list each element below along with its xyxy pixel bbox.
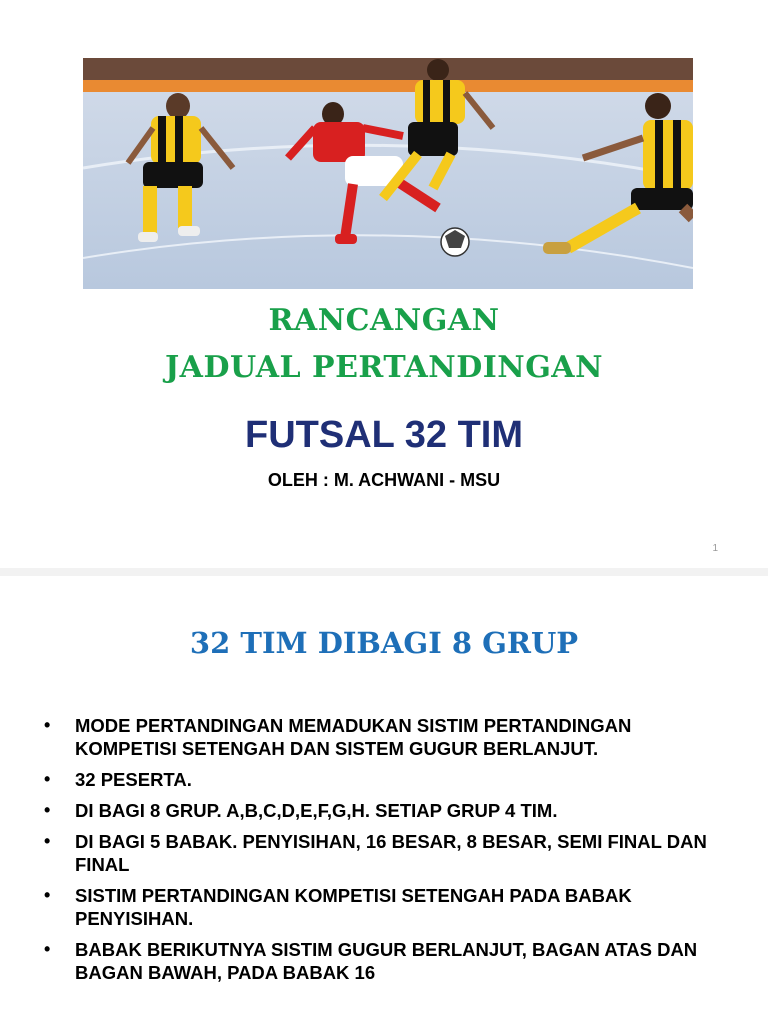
bullet-icon: • [44,800,51,820]
list-item [44,799,734,822]
bullet-icon: • [44,885,51,905]
page-number: 1 [712,543,718,554]
title-line-1: RANCANGAN [268,303,500,338]
bullet-text: BABAK BERIKUTNYA SISTIM GUGUR BERLANJUT, BAGAN ATAS DAN BAGAN BAWAH, PADA BABAK 16 [75,939,698,983]
author-line: OLEH : M. ACHWANI - MSU [267,470,501,490]
bullet-icon: • [44,939,51,959]
bullet-text: DI BAGI 5 BABAK. PENYISIHAN, 16 BESAR, 8 BESAR, SEMI FINAL DAN FINAL [75,831,707,875]
bullet-text: MODE PERTANDINGAN MEMADUKAN SISTIM PERTANDINGAN KOMPETISI SETENGAH DAN SISTEM GUGUR BERLANJUT. [75,715,632,759]
futsal-match-photo [83,58,693,289]
list-item [44,714,734,760]
slide-2 [0,576,768,1024]
bullet-icon: • [44,715,51,735]
bullet-text: DI BAGI 8 GRUP. A,B,C,D,E,F,G,H. SETIAP GRUP 4 TIM. [75,800,558,821]
list-item [44,938,734,984]
bullet-list [44,714,734,992]
list-item [44,768,734,791]
bullet-text: 32 PESERTA. [75,769,192,790]
slide-title: 32 TIM DIBAGI 8 GRUP [189,626,579,660]
bullet-icon: • [44,769,51,789]
subtitle: FUTSAL 32 TIM [245,414,523,456]
bullet-icon: • [44,831,51,851]
bullet-text: SISTIM PERTANDINGAN KOMPETISI SETENGAH PADA BABAK PENYISIHAN. [75,885,632,929]
slide-divider [0,568,768,576]
list-item [44,830,734,876]
list-item [44,884,734,930]
title-line-2: JADUAL PERTANDINGAN [164,350,604,385]
